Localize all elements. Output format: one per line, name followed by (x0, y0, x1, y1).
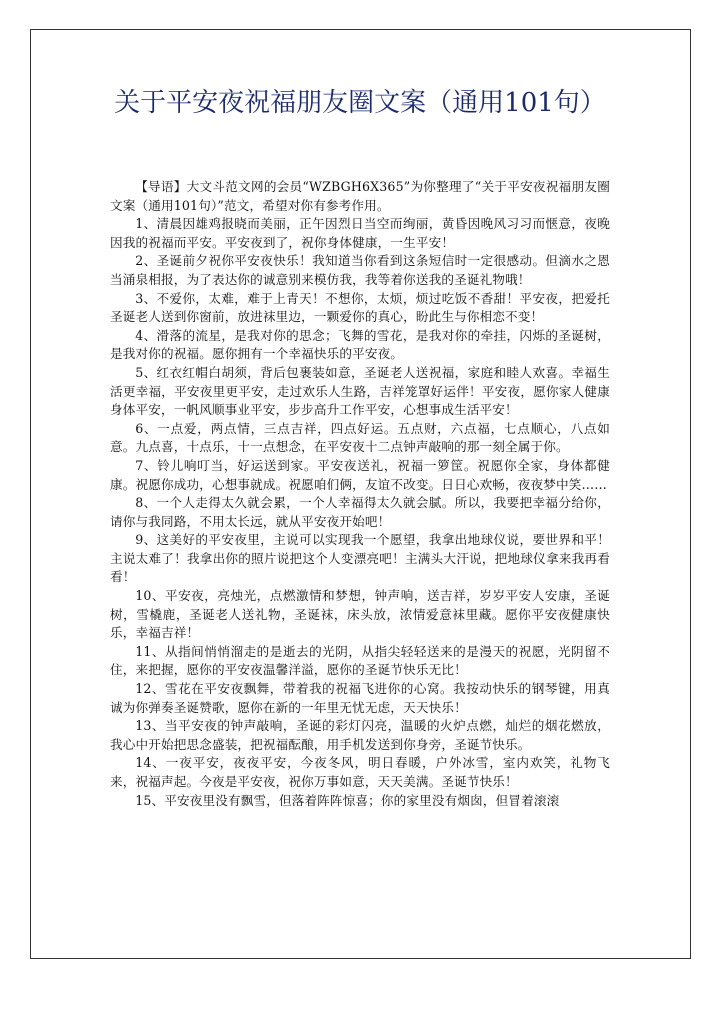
wish-paragraph-9: 9、这美好的平安夜里，主说可以实现我一个愿望，我拿出地球仪说，要世界和平！主说太难了！我拿出你的照片说把这个人变漂亮吧！主满头大汗说，把地球仪拿来我再看看！ (110, 532, 610, 585)
wish-paragraph-7: 7、铃儿响叮当，好运送到家。平安夜送礼，祝福一箩筐。祝愿你全家，身体都健康。祝愿你成功，心想事就成。祝愿咱们俩，友谊不改变。日日心欢畅，夜夜梦中笑…… (110, 457, 610, 492)
wish-paragraph-8: 8、一个人走得太久就会累，一个人幸福得太久就会腻。所以，我要把幸福分给你，请你与我同路，不用太长远，就从平安夜开始吧！ (110, 495, 610, 529)
intro-paragraph: 【导语】大文斗范文网的会员“WZBGH6X365”为你整理了“关于平安夜祝福朋友圈文案（通用101句）”范文，希望对你有参考作用。 (110, 179, 610, 213)
wish-paragraph-12: 12、雪花在平安夜飘舞，带着我的祝福飞进你的心窝。我按动快乐的钢琴键，用真诚为你弹奏圣诞赞歌，愿你在新的一年里无忧无虑，天天快乐！ (110, 681, 610, 715)
document-body (110, 178, 610, 810)
document-title: 关于平安夜祝福朋友圈文案（通用101句） (114, 88, 606, 118)
wish-paragraph-11: 11、从指间悄悄溜走的是逝去的光阴，从指尖轻轻送来的是漫天的祝愿，光阴留不住，来把握，愿你的平安夜温馨洋溢，愿你的圣诞节快乐无比！ (110, 643, 610, 678)
wish-paragraph-13: 13、当平安夜的钟声敲响，圣诞的彩灯闪亮，温暖的火炉点燃，灿烂的烟花燃放，我心中开始把思念盛装，把祝福酝酿，用手机发送到你身旁，圣诞节快乐。 (110, 718, 610, 752)
wish-paragraph-2: 2、圣诞前夕祝你平安夜快乐！我知道当你看到这条短信时一定很感动。但滴水之恩当涌泉相报，为了表达你的诚意别来模仿我，我等着你送我的圣诞礼物哦！ (110, 253, 610, 287)
wish-paragraph-3: 3、不爱你，太难，难于上青天！不想你，太烦，烦过吃饭不香甜！平安夜，把爱托圣诞老人送到你窗前，放进袜里边，一颗爱你的真心，盼此生与你相恋不变！ (110, 290, 610, 325)
wish-paragraph-10: 10、平安夜，亮烛光，点燃激情和梦想，钟声响，送吉祥，岁岁平安人安康，圣诞树，雪橇鹿，圣诞老人送礼物，圣诞袜，床头放，浓情爱意袜里藏。愿你平安夜健康快乐，幸福吉祥！ (110, 588, 610, 641)
wish-paragraph-1: 1、清晨因雄鸡报晓而美丽，正午因烈日当空而绚丽，黄昏因晚风习习而惬意，夜晚因我的祝福而平安。平安夜到了，祝你身体健康，一生平安！ (110, 216, 610, 250)
wish-paragraph-4: 4、滑落的流星，是我对你的思念；飞舞的雪花，是我对你的牵挂，闪烁的圣诞树，是我对你的祝福。愿你拥有一个幸福快乐的平安夜。 (110, 327, 610, 362)
wish-paragraph-15: 15、平安夜里没有飘雪，但落着阵阵惊喜；你的家里没有烟囱，但冒着滚滚 (135, 792, 560, 808)
wish-paragraph-6: 6、一点爱，两点情，三点吉祥，四点好运。五点财，六点福，七点顺心，八点如意。九点喜，十点乐，十一点想念，在平安夜十二点钟声敲响的那一刻全属于你。 (110, 420, 610, 455)
wish-paragraph-5: 5、红衣红帽白胡须，背后包裹装如意，圣诞老人送祝福，家庭和睦人欢喜。幸福生活更幸福，平安夜里更平安，走过欢乐人生路，吉祥笼罩好运伴！平安夜，愿你家人健康身体平安，一帆风顺事业平安，步步高升工作平安，心想事成生活平安！ (110, 364, 610, 418)
wish-paragraph-14: 14、一夜平安，夜夜平安，今夜冬风，明日春暖，户外冰雪，室内欢笑，礼物飞来，祝福声起。今夜是平安夜，祝你万事如意，天天美满。圣诞节快乐！ (110, 755, 610, 789)
